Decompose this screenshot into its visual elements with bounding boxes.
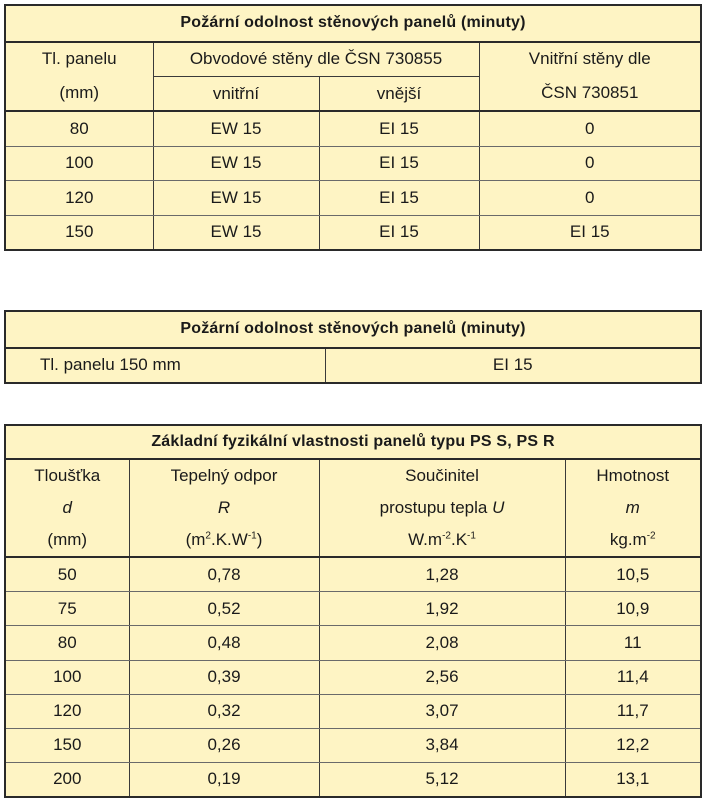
- cell-u: 2,56: [319, 660, 565, 694]
- cell-d: 200: [5, 762, 129, 797]
- header-resistance-symbol: R: [129, 492, 319, 524]
- cell-m: 12,2: [565, 728, 701, 762]
- cell-r: 0,32: [129, 694, 319, 728]
- header-mass-symbol: m: [625, 498, 640, 518]
- table-row: [5, 215, 701, 250]
- cell-m: 11: [565, 626, 701, 660]
- header-internal-walls-norm: ČSN 730851: [479, 76, 701, 111]
- cell-u: 3,84: [319, 728, 565, 762]
- cell-d: 80: [5, 626, 129, 660]
- table-row: [5, 660, 701, 694]
- cell-outer: EI 15: [319, 146, 479, 180]
- table-row: [5, 111, 701, 146]
- cell-outer: EI 15: [319, 181, 479, 215]
- panel-thickness-label: Tl. panelu 150 mm: [5, 348, 325, 383]
- header-resistance-unit: $(m^2.K.W^{-1})$: [129, 524, 319, 557]
- table-row: [5, 762, 701, 797]
- cell-m: 13,1: [616, 769, 650, 789]
- table-row: [5, 146, 701, 180]
- table-row: [5, 592, 701, 626]
- cell-thickness: 80: [5, 111, 153, 146]
- header-thickness: Tl. panelu: [5, 42, 153, 77]
- cell-m: 11,4: [565, 660, 701, 694]
- header-mass-unit: $kg.m^{-2}$: [565, 524, 701, 557]
- cell-d: 150: [5, 728, 129, 762]
- cell-r: 0,78: [129, 557, 319, 592]
- cell-internal: EI 15: [569, 222, 610, 242]
- cell-internal: 0: [479, 111, 701, 146]
- header-resistance: Tepelný odpor: [129, 459, 319, 492]
- table-row: [5, 181, 701, 215]
- cell-u: 1,28: [319, 557, 565, 592]
- cell-outer: EI 15: [319, 215, 479, 250]
- cell-m: 10,5: [565, 557, 701, 592]
- panel-fire-value: EI 15: [492, 355, 533, 375]
- cell-u: 5,12: [319, 762, 565, 797]
- cell-u: 2,08: [319, 626, 565, 660]
- cell-r: 0,26: [129, 728, 319, 762]
- cell-thickness: 120: [5, 181, 153, 215]
- header-thickness-symbol: d: [5, 492, 129, 524]
- cell-inner: EW 15: [153, 111, 319, 146]
- header-thickness-unit: (mm): [5, 76, 153, 111]
- cell-d: 50: [5, 557, 129, 592]
- phys-table-title: Základní fyzikální vlastnosti panelů typu PS S, PS R: [5, 425, 701, 459]
- cell-d: 120: [5, 694, 129, 728]
- physical-properties-table: [4, 424, 702, 798]
- fire-table-2-title: Požární odolnost stěnových panelů (minuty): [5, 311, 701, 348]
- header-outer-walls: Obvodové stěny dle ČSN 730855: [153, 42, 479, 77]
- cell-internal: 0: [479, 181, 701, 215]
- cell-d: 75: [5, 592, 129, 626]
- cell-r: 0,52: [129, 592, 319, 626]
- cell-inner: EW 15: [153, 181, 319, 215]
- header-transmittance-unit: $W.m^{-2}.K^{-1}$: [319, 524, 565, 557]
- header-thickness-unit: (mm): [5, 524, 129, 557]
- header-transmittance: Součinitel: [319, 459, 565, 492]
- header-transmittance-line2: prostupu tepla U: [319, 492, 565, 524]
- fire-resistance-table: [4, 4, 702, 251]
- header-inner: vnitřní: [153, 76, 319, 111]
- cell-thickness: 100: [5, 146, 153, 180]
- fire-table-title: Požární odolnost stěnových panelů (minuty): [5, 5, 701, 42]
- header-outer: vnější: [319, 76, 479, 111]
- cell-outer: EI 15: [319, 111, 479, 146]
- cell-inner: EW 15: [153, 146, 319, 180]
- cell-m: 10,9: [565, 592, 701, 626]
- cell-u: 3,07: [319, 694, 565, 728]
- header-mass: Hmotnost: [596, 466, 670, 486]
- cell-thickness: 150: [5, 215, 153, 250]
- cell-internal: 0: [479, 146, 701, 180]
- table-row: [5, 626, 701, 660]
- cell-d: 100: [5, 660, 129, 694]
- header-internal-walls: Vnitřní stěny dle: [528, 49, 651, 69]
- table-row: [5, 728, 701, 762]
- table-row: [5, 557, 701, 592]
- cell-r: 0,19: [129, 762, 319, 797]
- cell-r: 0,39: [129, 660, 319, 694]
- cell-inner: EW 15: [153, 215, 319, 250]
- cell-r: 0,48: [129, 626, 319, 660]
- fire-resistance-150-table: [4, 310, 702, 384]
- cell-m: 11,7: [565, 694, 701, 728]
- table-row: [5, 694, 701, 728]
- header-thickness: Tloušťka: [5, 459, 129, 492]
- cell-u: 1,92: [319, 592, 565, 626]
